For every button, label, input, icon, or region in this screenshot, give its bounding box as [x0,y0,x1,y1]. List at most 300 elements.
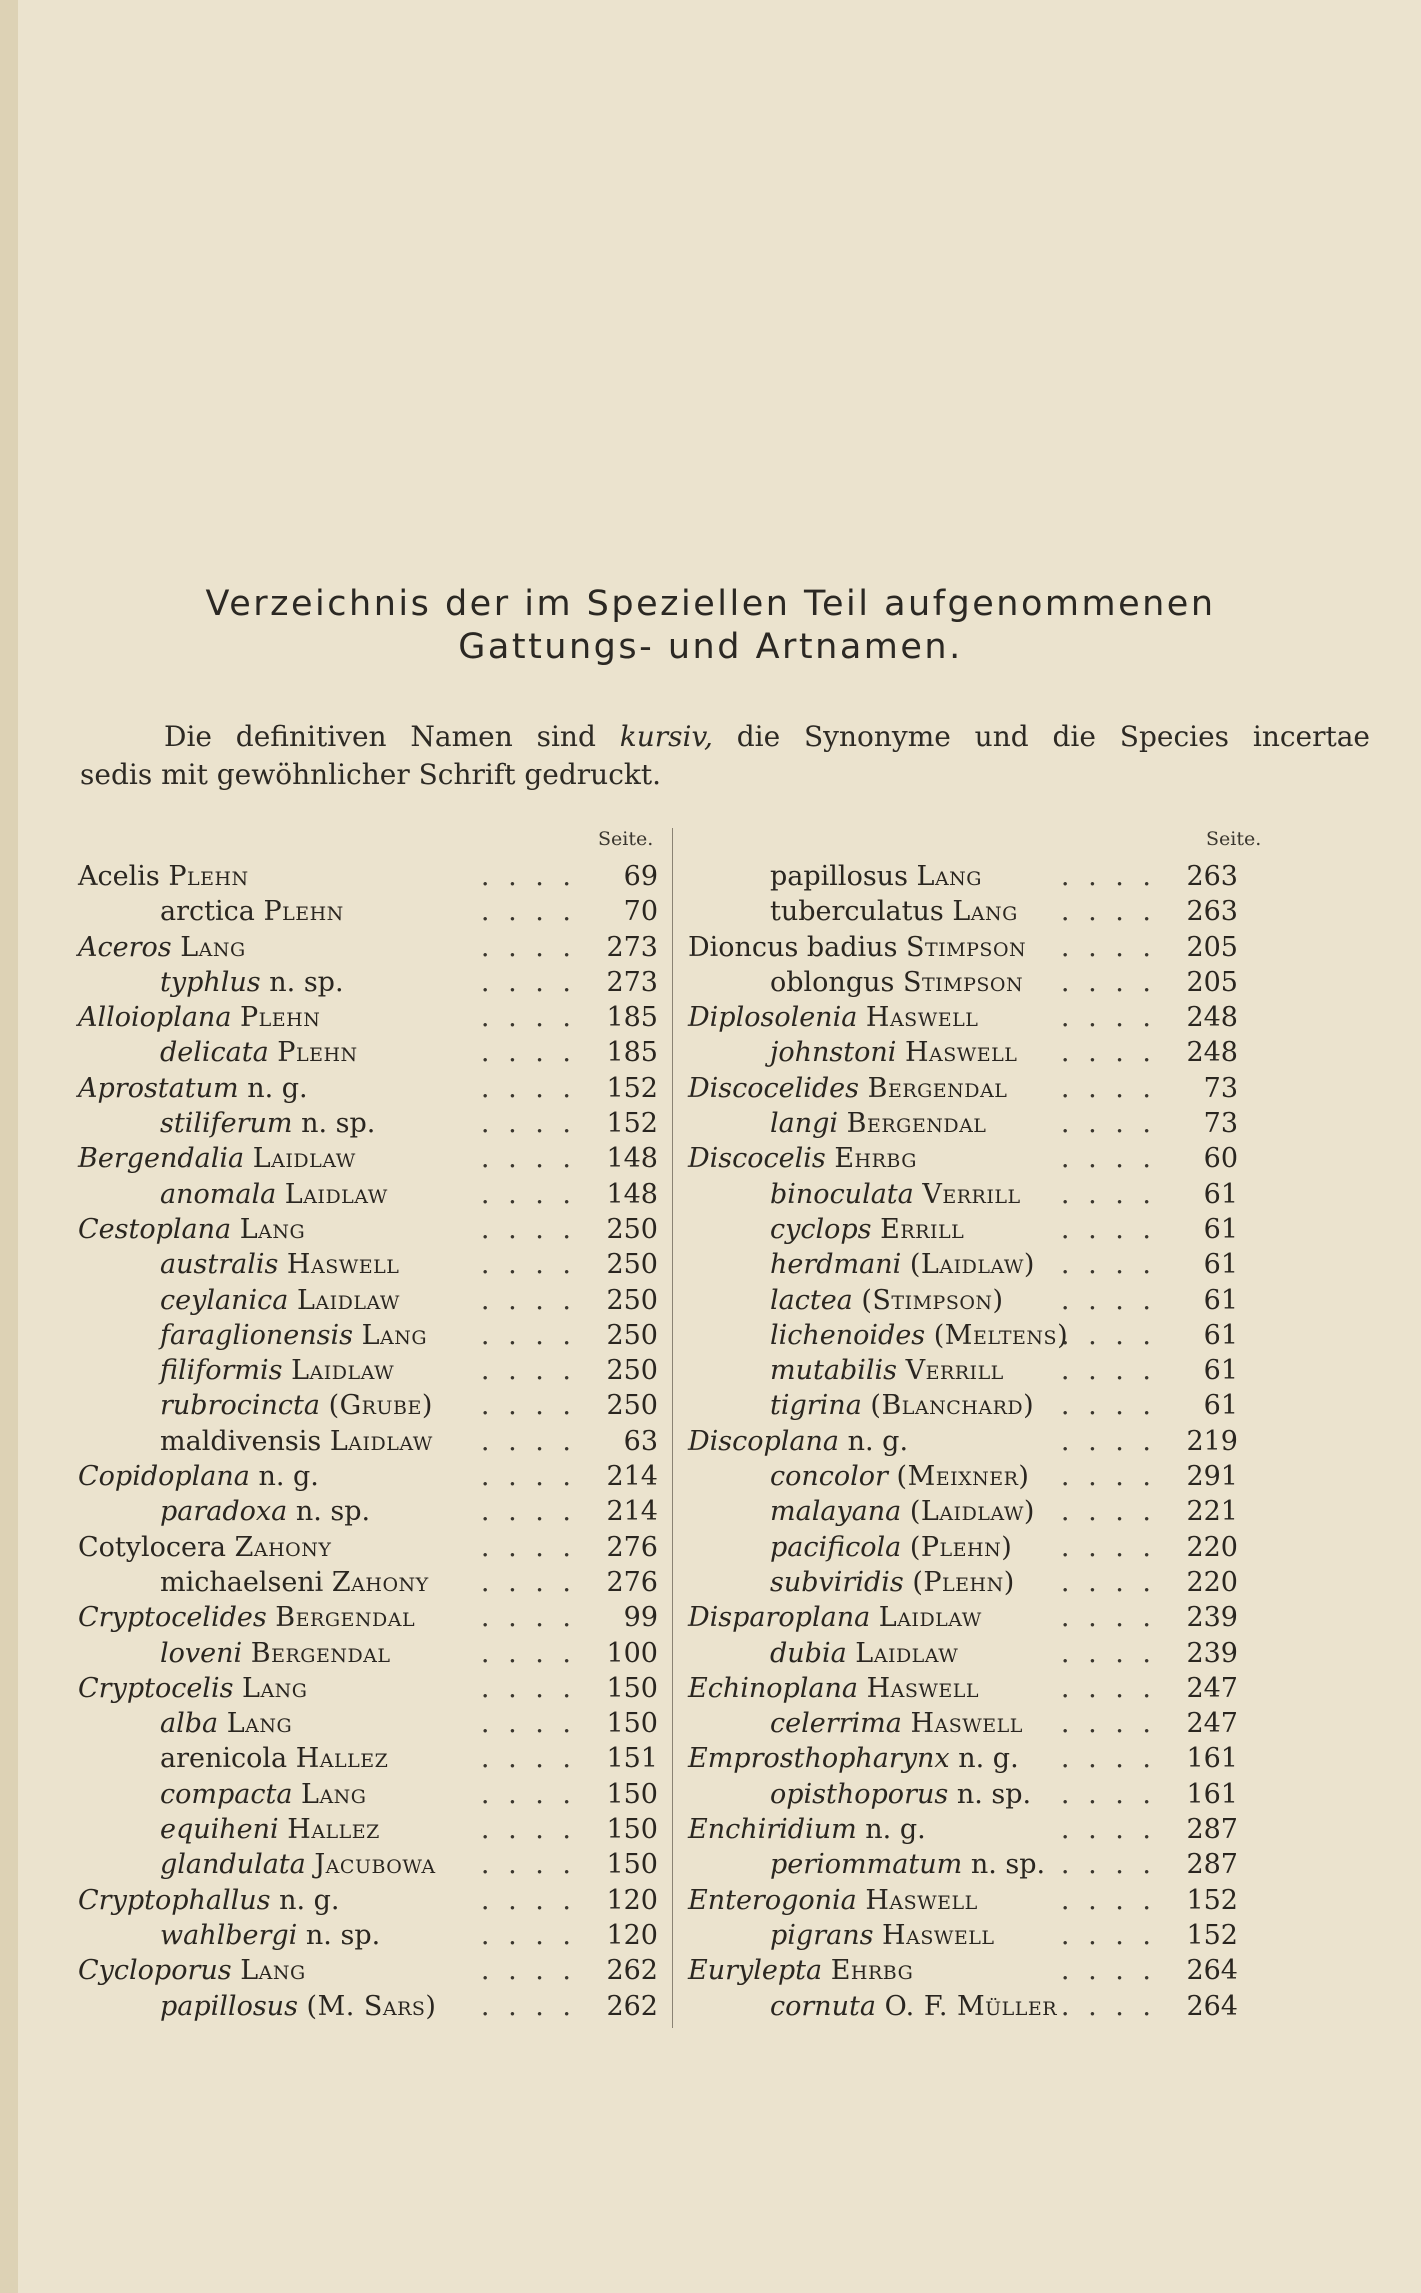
index-entry [78,1212,658,1247]
taxon-author: Ehrbg [830,1955,914,1987]
intro-line-1 [80,718,1370,756]
entry-name-block [770,965,1023,1000]
taxon-author: Stimpson [902,966,1024,998]
page-edge [0,0,18,2293]
leader-dots: . . . . [1060,1919,1156,1951]
index-entry [78,965,658,1000]
intro-text-italic: kursiv, [619,720,713,753]
entry-name-block [770,1918,994,1953]
entry-name-block [160,965,344,1000]
page-number: 152 [606,1108,658,1140]
index-entry [688,894,1238,929]
entry-name-block [688,1071,1007,1106]
taxon-author: Errill [880,1213,965,1245]
entry-name-block [770,1565,1015,1600]
leader-dots: . . . . [1060,1637,1156,1669]
page-number: 61 [1203,1178,1238,1210]
page-number: 150 [606,1708,658,1740]
entry-name-block [160,1989,436,2024]
intro-line-2: sedis mit gewöhnlicher Schrift gedruckt. [80,758,661,791]
page-number: 214 [606,1461,658,1493]
index-entry [78,1283,658,1318]
taxon-author: (Laidlaw) [909,1249,1035,1281]
page-number: 263 [1186,861,1238,892]
index-entry [688,1671,1238,1706]
entry-name-block [770,1989,1057,2024]
taxon-author: Verrill [922,1178,1021,1210]
taxon-name: anomala [160,1178,277,1210]
page-number: 273 [606,966,658,998]
leader-dots: . . . . [1060,1955,1156,1987]
taxon-name: Cryptocelides [78,1602,267,1634]
taxon-name: concolor [770,1461,888,1493]
index-entry [78,1106,658,1141]
taxon-name: stiliferum [160,1108,293,1140]
taxon-name: typhlus [160,966,261,998]
leader-dots: . . . . [1060,1425,1156,1457]
taxon-author: Plehn [277,1037,358,1069]
page-number: 150 [606,1814,658,1846]
taxon-author: n. g. [247,1072,308,1104]
seite-label-left: Seite. [598,828,654,850]
index-entry [688,1283,1238,1318]
entry-name-block [688,1424,908,1459]
leader-dots: . . . . [480,1778,576,1810]
page-number: 61 [1203,1249,1238,1281]
entry-name-block [770,1035,1017,1070]
taxon-author: n. sp. [295,1496,371,1528]
leader-dots: . . . . [1060,1672,1156,1704]
entry-name-block [688,1812,926,1847]
leader-dots: . . . . [1060,1566,1156,1598]
leader-dots: . . . . [480,1743,576,1775]
taxon-author: Stimpson [906,931,1027,963]
index-entry [78,1706,658,1741]
entry-name-block [160,1177,388,1212]
entry-name-block [770,1283,1004,1318]
entry-name-block [160,1847,436,1882]
entry-name-block [78,1883,340,1918]
page-number: 264 [1186,1990,1238,2022]
taxon-author: Bergendal [275,1602,416,1634]
index-entry [78,1318,658,1353]
taxon-name: Echinoplana [688,1672,859,1704]
taxon-author: Verrill [905,1355,1004,1387]
index-entry [78,1918,658,1953]
index-entry [78,930,658,965]
taxon-name: Emprosthopharynx [688,1743,950,1775]
taxon-author: n. g. [865,1814,926,1846]
entry-name-block [770,1777,1031,1812]
entry-name-block [770,1459,1029,1494]
taxon-author: Plehn [263,896,344,928]
taxon-name: Disparoplana [688,1602,871,1634]
entry-name-block [770,1530,1012,1565]
entry-name-block [78,1000,320,1035]
page-number: 250 [606,1213,658,1245]
index-entry [688,1918,1238,1953]
entry-name-block [688,1741,1019,1776]
index-entry [688,1424,1238,1459]
index-entry [78,1000,658,1035]
index-entry [688,1953,1238,1988]
page-number: 262 [606,1955,658,1987]
entry-name-block [688,1671,979,1706]
taxon-name: Aprostatum [78,1072,239,1104]
leader-dots: . . . . [480,1319,576,1351]
leader-dots: . . . . [1060,1849,1156,1881]
taxon-author: Lang [180,931,246,963]
taxon-name: equiheni [160,1814,279,1846]
index-entry [688,1141,1238,1176]
index-entry [688,1530,1238,1565]
index-entry [688,1106,1238,1141]
page-number: 250 [606,1355,658,1387]
taxon-name: filiformis [160,1355,283,1387]
leader-dots: . . . . [480,861,576,892]
taxon-author: n. g. [847,1425,909,1457]
taxon-name: paradoxa [160,1496,288,1528]
entry-name-block [770,1353,1004,1388]
taxon-name: periommatum [770,1849,963,1881]
taxon-author: Hallez [287,1814,380,1846]
taxon-name: Acelis [78,861,160,892]
entry-name-block [160,1565,429,1600]
index-entry [78,1953,658,1988]
taxon-author: (Stimpson) [861,1284,1004,1316]
index-entry [688,1035,1238,1070]
entry-name-block [160,1247,399,1282]
taxon-name: Diplosolenia [688,1002,858,1034]
page-number: 151 [606,1743,658,1775]
index-entry [688,1212,1238,1247]
page-number: 262 [606,1990,658,2022]
leader-dots: . . . . [1060,1461,1156,1493]
taxon-author: Bergendal [867,1072,1008,1104]
leader-dots: . . . . [480,1919,576,1951]
taxon-name: alba [160,1708,219,1740]
taxon-author: Laidlaw [878,1602,982,1634]
page-number: 69 [623,861,658,892]
taxon-name: Cryptocelis [78,1672,234,1704]
entry-name-block [770,1212,964,1247]
taxon-author: Lang [301,1778,367,1810]
entry-name-block [160,894,344,929]
leader-dots: . . . . [1060,931,1156,963]
taxon-name: pacificola [770,1531,902,1563]
leader-dots: . . . . [480,1814,576,1846]
taxon-name: cornuta [770,1990,877,2022]
index-entry [78,1494,658,1529]
taxon-author: Lang [952,896,1018,928]
entry-name-block [160,1388,433,1423]
taxon-name: arenicola [160,1743,288,1775]
taxon-name: faraglionensis [160,1319,354,1351]
index-entry [78,1247,658,1282]
leader-dots: . . . . [1060,1319,1156,1351]
entry-name-block [78,930,246,965]
page-number: 291 [1186,1461,1238,1493]
taxon-author: (Grube) [328,1390,433,1422]
index-entry [688,1706,1238,1741]
page-number: 214 [606,1496,658,1528]
page-number: 152 [1186,1919,1238,1951]
leader-dots: . . . . [1060,1990,1156,2022]
page-number: 273 [606,931,658,963]
taxon-author: (Plehn) [909,1531,1013,1563]
taxon-name: Aceros [78,931,172,963]
entry-name-block [770,1318,1068,1353]
taxon-name: opisthoporus [770,1778,949,1810]
page-number: 61 [1203,1390,1238,1422]
leader-dots: . . . . [480,1178,576,1210]
taxon-name: Copidoplana [78,1461,250,1493]
taxon-name: binoculata [770,1178,914,1210]
taxon-author: O. F. Müller [884,1990,1058,2022]
leader-dots: . . . . [1060,1249,1156,1281]
leader-dots: . . . . [1060,1037,1156,1069]
page-number: 61 [1203,1213,1238,1245]
index-entry [78,1565,658,1600]
taxon-name: Alloioplana [78,1002,232,1034]
taxon-name: Discoplana [688,1425,840,1457]
leader-dots: . . . . [1060,1496,1156,1528]
index-entry [688,1071,1238,1106]
leader-dots: . . . . [480,1496,576,1528]
index-entry [688,1388,1238,1423]
entry-name-block [770,859,982,894]
taxon-author: n. g. [279,1884,340,1916]
page-number: 220 [1186,1566,1238,1598]
entry-name-block [160,1424,433,1459]
taxon-name: tigrina [770,1390,862,1422]
entry-name-block [770,1706,1023,1741]
leader-dots: . . . . [480,1072,576,1104]
index-entry [688,1741,1238,1776]
leader-dots: . . . . [1060,1778,1156,1810]
page-number: 248 [1186,1037,1238,1069]
index-entry [688,1000,1238,1035]
index-entry [78,1883,658,1918]
page-number: 120 [606,1919,658,1951]
taxon-author: n. sp. [301,1108,376,1140]
leader-dots: . . . . [480,1425,576,1457]
index-entry [688,1494,1238,1529]
leader-dots: . . . . [480,1355,576,1387]
taxon-name: glandulata [160,1849,306,1881]
index-entry [688,1565,1238,1600]
entry-name-block [78,1600,415,1635]
index-entry [78,1600,658,1635]
taxon-name: delicata [160,1037,269,1069]
leader-dots: . . . . [480,931,576,963]
taxon-author: Bergendal [250,1637,391,1669]
taxon-author: Bergendal [846,1108,987,1140]
index-entry [78,1530,658,1565]
taxon-author: Plehn [240,1002,321,1034]
entry-name-block [160,1318,427,1353]
taxon-author: Lang [916,861,982,892]
page-number: 148 [606,1143,658,1175]
index-entry [78,1812,658,1847]
leader-dots: . . . . [480,1461,576,1493]
page-number: 150 [606,1849,658,1881]
taxon-name: arctica [160,896,255,928]
index-entry [688,1353,1238,1388]
page-number: 276 [606,1531,658,1563]
taxon-name: dubia [770,1637,847,1669]
leader-dots: . . . . [480,1637,576,1669]
taxon-author: n. sp. [956,1778,1032,1810]
entry-name-block [160,1636,391,1671]
taxon-name: Dioncus badius [688,931,898,963]
taxon-name: cyclops [770,1213,872,1245]
intro-paragraph [80,718,1370,794]
leader-dots: . . . . [480,1213,576,1245]
index-entry [78,1353,658,1388]
page-number: 220 [1186,1531,1238,1563]
taxon-name: pigrans [770,1919,874,1951]
taxon-name: maldivensis [160,1425,322,1457]
intro-text-b: die Synonyme und die Species incertae [736,720,1370,753]
entry-name-block [78,1071,308,1106]
taxon-author: Zahony [234,1531,332,1563]
page-number: 263 [1186,896,1238,928]
taxon-author: Lang [242,1672,308,1704]
page-number: 150 [606,1672,658,1704]
taxon-name: malayana [770,1496,902,1528]
leader-dots: . . . . [480,966,576,998]
page-number: 99 [623,1602,658,1634]
entry-name-block [160,1918,380,1953]
entry-name-block [160,1812,380,1847]
index-column-left [78,859,658,2024]
index-entry [78,1071,658,1106]
leader-dots: . . . . [480,1602,576,1634]
entry-name-block [78,1671,308,1706]
index-entry [688,965,1238,1000]
leader-dots: . . . . [480,1249,576,1281]
page-number: 287 [1186,1814,1238,1846]
taxon-author: Laidlaw [291,1355,395,1387]
page-number: 152 [1186,1884,1238,1916]
page-number: 185 [606,1002,658,1034]
leader-dots: . . . . [1060,1390,1156,1422]
taxon-name: lactea [770,1284,853,1316]
page-number: 239 [1186,1637,1238,1669]
page-number: 250 [606,1284,658,1316]
taxon-author: Hallez [295,1743,389,1775]
taxon-author: Laidlaw [329,1425,433,1457]
index-entry [688,1318,1238,1353]
index-column-right [688,859,1238,2024]
taxon-author: Haswell [865,1884,978,1916]
leader-dots: . . . . [1060,1002,1156,1034]
entry-name-block [770,1177,1021,1212]
leader-dots: . . . . [1060,1531,1156,1563]
page-number: 150 [606,1778,658,1810]
taxon-author: (M. Sars) [306,1990,437,2022]
page-number: 120 [606,1884,658,1916]
leader-dots: . . . . [480,1708,576,1740]
taxon-author: Jacubowa [314,1849,436,1881]
taxon-author: Haswell [866,1672,980,1704]
taxon-author: n. sp. [970,1849,1046,1881]
taxon-name: Enterogonia [688,1884,857,1916]
index-entry [688,1177,1238,1212]
taxon-name: Bergendalia [78,1143,245,1175]
page-number: 205 [1186,931,1238,963]
taxon-name: herdmani [770,1249,902,1281]
entry-name-block [688,1141,917,1176]
leader-dots: . . . . [1060,966,1156,998]
leader-dots: . . . . [1060,1143,1156,1175]
leader-dots: . . . . [480,1566,576,1598]
index-entry [688,1600,1238,1635]
taxon-author: Laidlaw [855,1637,959,1669]
leader-dots: . . . . [480,1037,576,1069]
index-entry [78,1424,658,1459]
taxon-author: Haswell [910,1708,1023,1740]
page-number: 70 [623,896,658,928]
leader-dots: . . . . [480,1990,576,2022]
page-number: 221 [1186,1496,1238,1528]
taxon-name: celerrima [770,1708,902,1740]
entry-name-block [78,1459,319,1494]
leader-dots: . . . . [1060,1072,1156,1104]
taxon-name: lichenoides [770,1319,926,1351]
page-number: 100 [606,1637,658,1669]
entry-name-block [688,930,1026,965]
taxon-author: Lang [361,1319,428,1351]
leader-dots: . . . . [1060,896,1156,928]
index-entry [78,1847,658,1882]
taxon-name: mutabilis [770,1355,897,1387]
taxon-author: n. g. [958,1743,1019,1775]
page-number: 250 [606,1319,658,1351]
taxon-name: michaelseni [160,1566,324,1598]
index-entry [78,1388,658,1423]
page-number: 63 [623,1425,658,1457]
page-number: 239 [1186,1602,1238,1634]
taxon-author: Laidlaw [252,1143,356,1175]
taxon-author: Lang [226,1708,293,1740]
index-entry [78,1741,658,1776]
leader-dots: . . . . [480,1108,576,1140]
leader-dots: . . . . [1060,1814,1156,1846]
page-number: 287 [1186,1849,1238,1881]
index-title-line-1: Verzeichnis der im Speziellen Teil aufgenommenen [205,584,1216,624]
leader-dots: . . . . [1060,1178,1156,1210]
page-number: 152 [606,1072,658,1104]
page-number: 148 [606,1178,658,1210]
leader-dots: . . . . [1060,1884,1156,1916]
index-entry [78,894,658,929]
page-number: 185 [606,1037,658,1069]
entry-name-block [78,1141,356,1176]
leader-dots: . . . . [480,1849,576,1881]
entry-name-block [688,1000,978,1035]
page-number: 73 [1203,1108,1238,1140]
leader-dots: . . . . [1060,1284,1156,1316]
entry-name-block [770,894,1018,929]
index-entry [688,859,1238,894]
entry-name-block [160,1353,394,1388]
index-entry [78,1141,658,1176]
index-entry [78,1636,658,1671]
leader-dots: . . . . [1060,1213,1156,1245]
leader-dots: . . . . [480,1955,576,1987]
